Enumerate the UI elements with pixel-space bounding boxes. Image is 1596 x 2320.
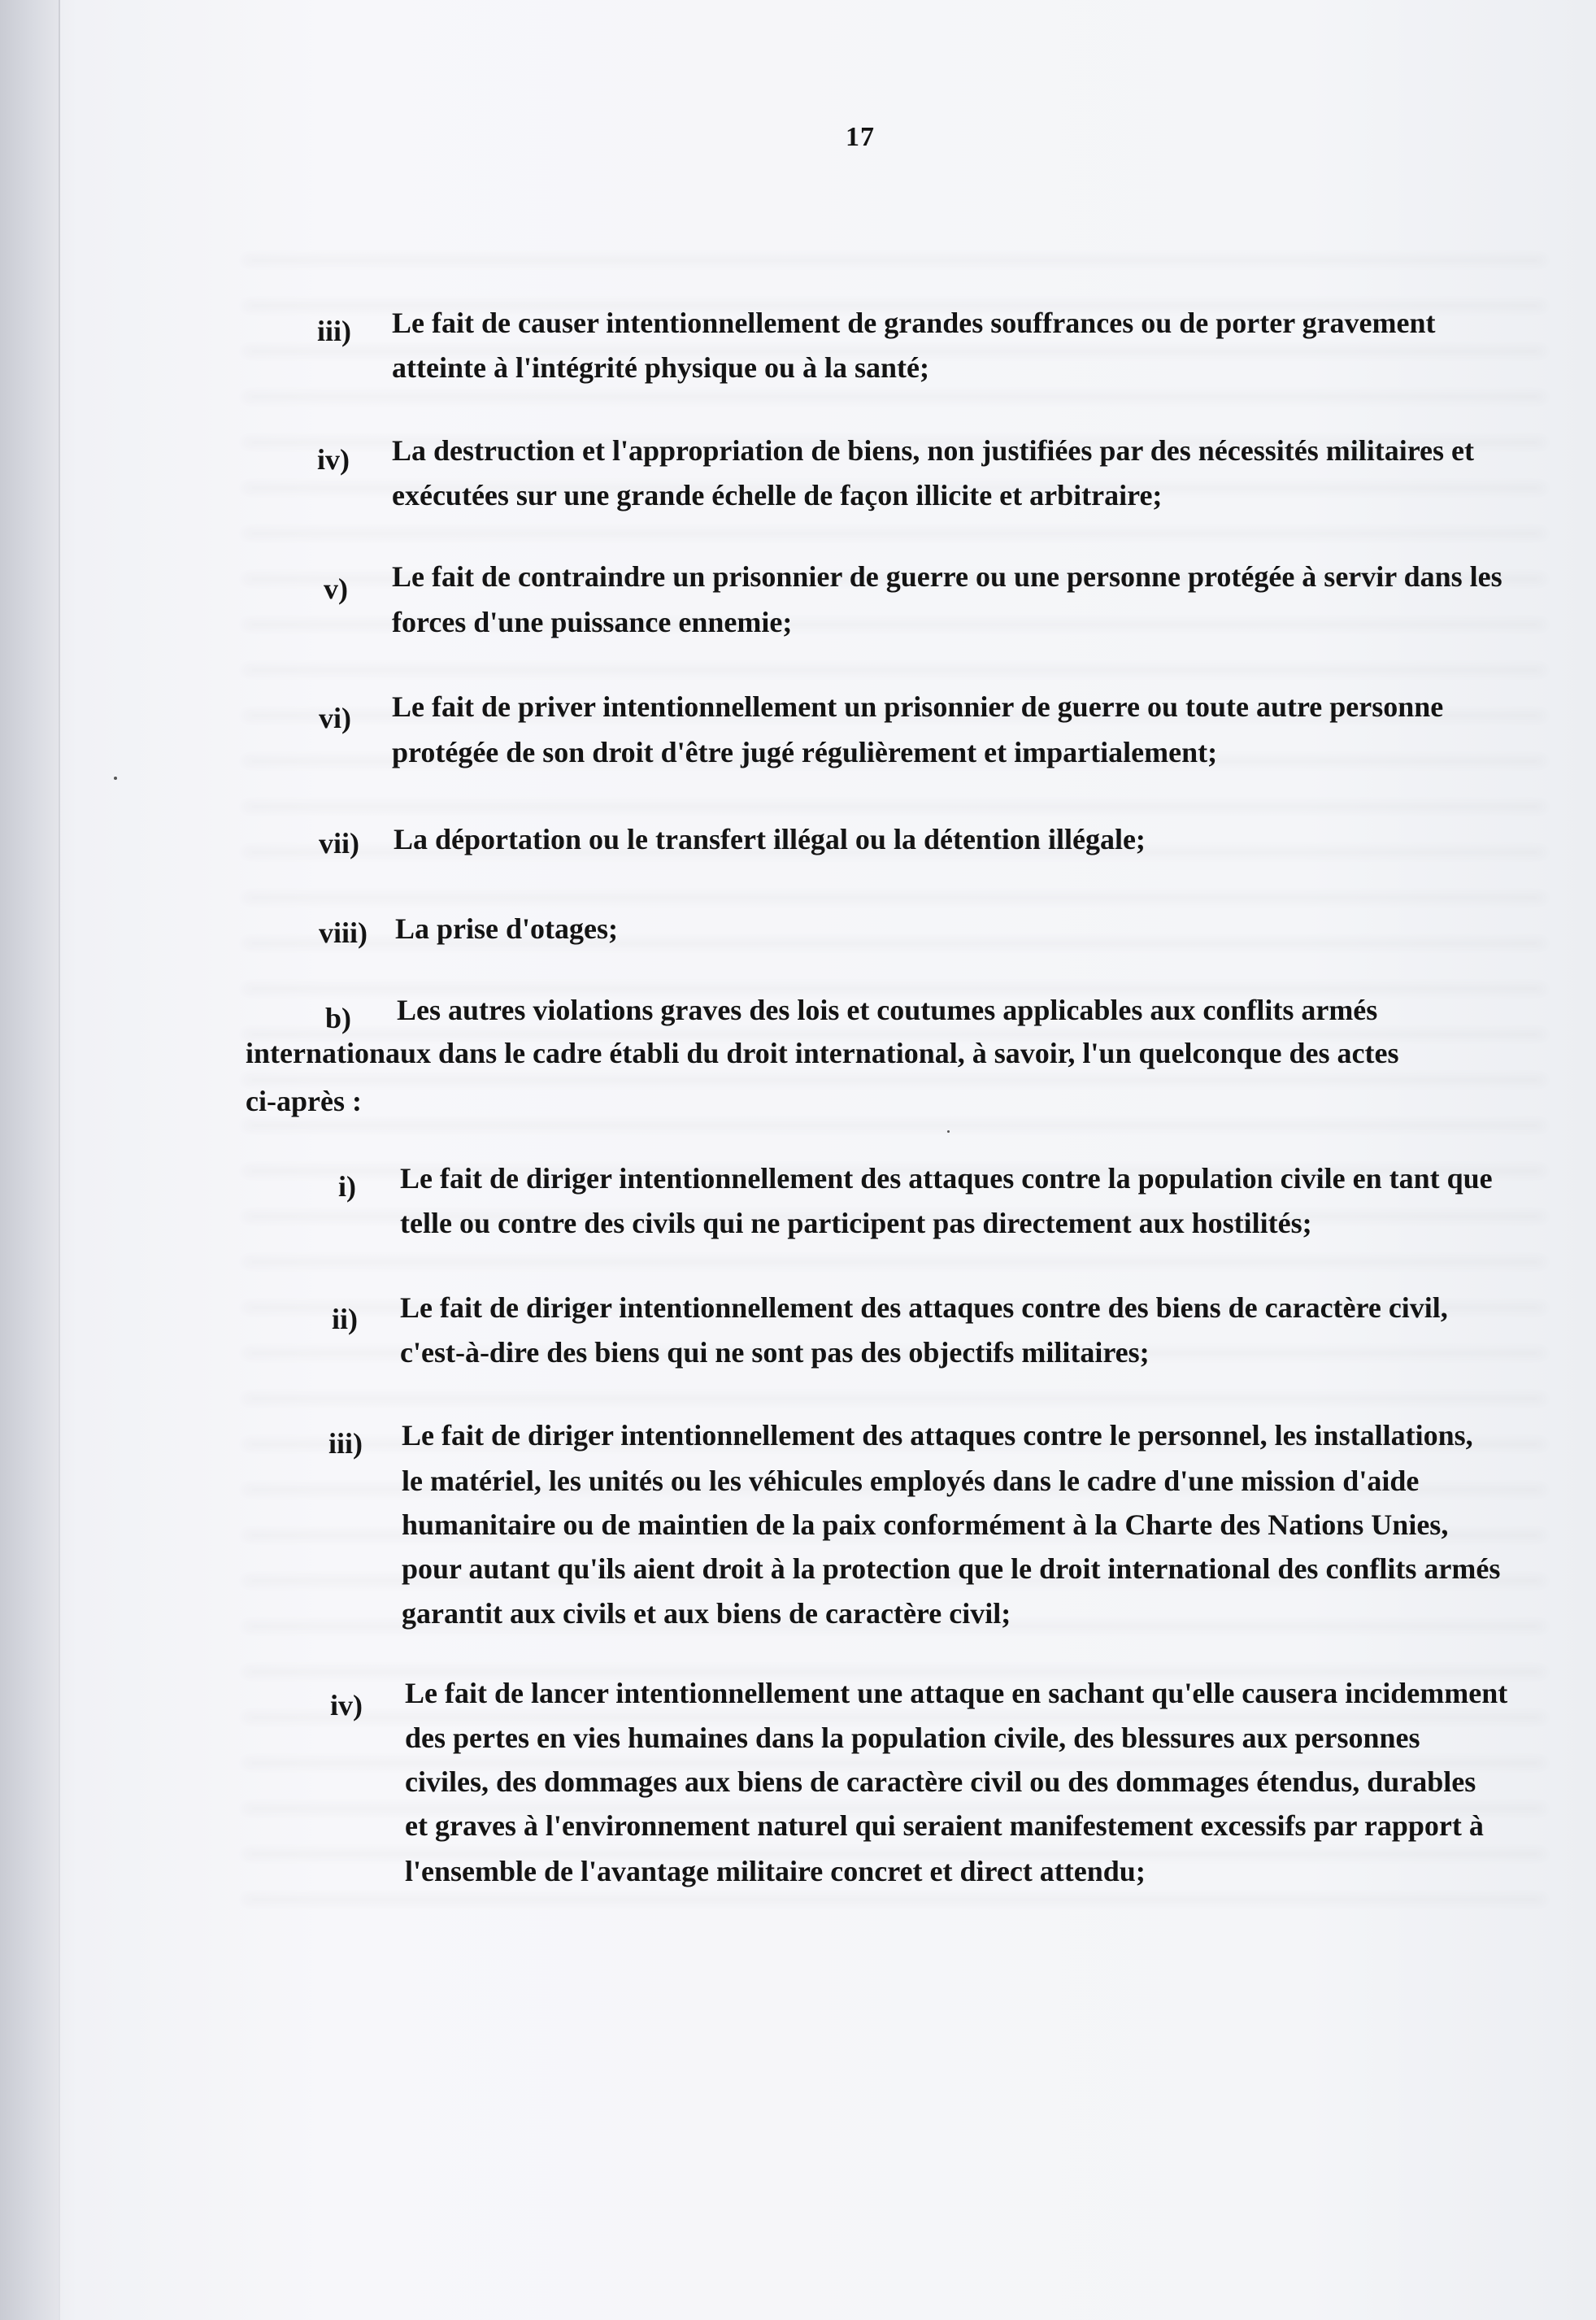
sub-item-line: Le fait de diriger intentionnellement des attaques contre le personnel, les installations, [402, 1419, 1473, 1452]
item-line: La destruction et l'appropriation de biens, non justifiées par des nécessités militaires et [392, 434, 1474, 467]
section-number: b) [325, 1002, 352, 1034]
sub-item-line: le matériel, les unités ou les véhicules employés dans le cadre d'une mission d'aide [402, 1465, 1420, 1497]
sub-item-line: humanitaire ou de maintien de la paix conformément à la Charte des Nations Unies, [402, 1508, 1449, 1541]
sub-item-line: telle ou contre des civils qui ne participent pas directement aux hostilités; [400, 1207, 1312, 1239]
section-line: internationaux dans le cadre établi du droit international, à savoir, l'un quelconque des actes [246, 1037, 1399, 1069]
section-line: Les autres violations graves des lois et coutumes applicables aux conflits armés [397, 994, 1378, 1026]
item-line: forces d'une puissance ennemie; [392, 606, 793, 638]
scan-speck [947, 1130, 950, 1133]
item-line: exécutées sur une grande échelle de façon illicite et arbitraire; [392, 479, 1163, 511]
item-number: vii) [319, 827, 359, 860]
item-number: iv) [317, 443, 350, 476]
item-line: Le fait de causer intentionnellement de grandes souffrances ou de porter gravement [392, 307, 1436, 339]
sub-item-number: i) [338, 1170, 356, 1203]
item-line: atteinte à l'intégrité physique ou à la santé; [392, 351, 929, 384]
page-number: 17 [846, 122, 875, 152]
sub-item-line: civiles, des dommages aux biens de caractère civil ou des dommages étendus, durables [405, 1765, 1476, 1798]
sub-item-line: Le fait de diriger intentionnellement des attaques contre la population civile en tant que [400, 1162, 1493, 1195]
item-line: Le fait de priver intentionnellement un prisonnier de guerre ou toute autre personne [392, 690, 1444, 723]
item-line: La déportation ou le transfert illégal ou la détention illégale; [394, 823, 1146, 855]
item-line: Le fait de contraindre un prisonnier de guerre ou une personne protégée à servir dans les [392, 560, 1503, 593]
sub-item-line: garantit aux civils et aux biens de caractère civil; [402, 1597, 1011, 1630]
sub-item-line: l'ensemble de l'avantage militaire concret et direct attendu; [405, 1855, 1146, 1887]
sub-item-number: iv) [330, 1689, 363, 1722]
sub-item-line: Le fait de diriger intentionnellement des attaques contre des biens de caractère civil, [400, 1291, 1448, 1324]
item-number: iii) [317, 315, 351, 347]
sub-item-line: pour autant qu'ils aient droit à la protection que le droit international des conflits armés [402, 1552, 1501, 1585]
sub-item-number: ii) [332, 1303, 358, 1335]
scan-speck [114, 777, 117, 780]
section-line: ci-après : [246, 1085, 362, 1117]
sub-item-line: c'est-à-dire des biens qui ne sont pas des objectifs militaires; [400, 1336, 1150, 1369]
item-number: viii) [319, 916, 367, 949]
item-number: v) [324, 572, 348, 605]
sub-item-line: Le fait de lancer intentionnellement une attaque en sachant qu'elle causera incidemment [405, 1677, 1508, 1709]
sub-item-line: et graves à l'environnement naturel qui seraient manifestement excessifs par rapport à [405, 1809, 1484, 1842]
sub-item-number: iii) [328, 1427, 363, 1460]
item-line: La prise d'otages; [395, 912, 618, 945]
item-line: protégée de son droit d'être jugé régulièrement et impartialement; [392, 736, 1218, 768]
item-number: vi) [319, 702, 351, 734]
sub-item-line: des pertes en vies humaines dans la population civile, des blessures aux personnes [405, 1722, 1420, 1754]
